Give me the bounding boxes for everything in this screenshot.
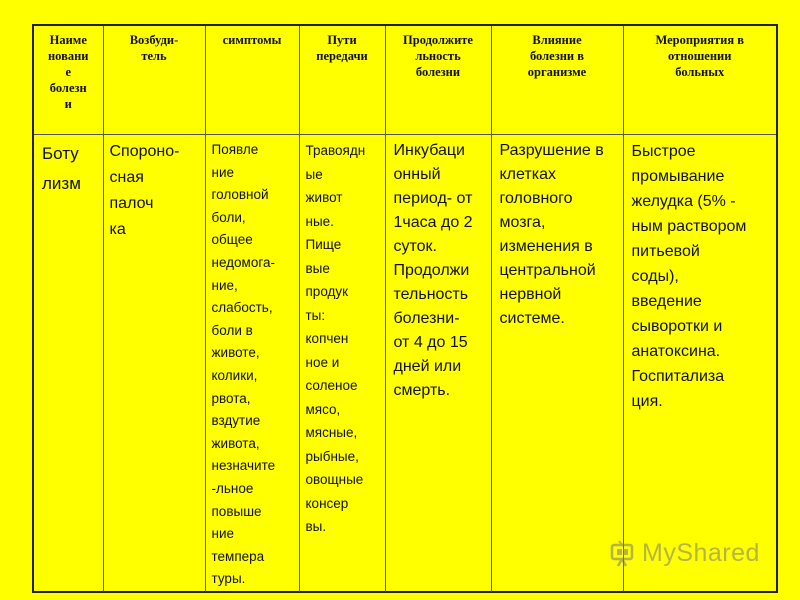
measures-text: Быстрое промывание желудка (5% - ным раствором питьевой соды), введение сыворотки и анатоксина. Госпитализа ция.	[631, 143, 747, 410]
header-transmission: Пути передачи	[299, 25, 385, 135]
cell-effect	[491, 135, 623, 592]
disease-table	[32, 24, 778, 593]
cell-transmission	[299, 135, 385, 592]
header-duration: Продолжите льность болезни	[385, 25, 491, 135]
cell-pathogen	[103, 135, 205, 592]
cell-measures	[623, 135, 777, 592]
disease-name-text: Боту лизм	[42, 144, 81, 193]
pathogen-text: Спороно- сная палоч ка	[109, 143, 180, 238]
myshared-watermark	[608, 538, 760, 568]
header-measures: Мероприятия в отношении больных	[623, 25, 777, 135]
cell-duration	[385, 135, 491, 592]
effect-text: Разрушение в клетках головного мозга, изменения в центральной нервной системе.	[499, 142, 604, 327]
cell-symptoms	[205, 135, 299, 592]
header-pathogen: Возбуди- тель	[103, 25, 205, 135]
duration-text: Инкубаци онный период- от 1часа до 2 суток. Продолжи тельность болезни- от 4 до 15 дней или смерть.	[393, 142, 473, 399]
myshared-logo-icon	[608, 538, 638, 568]
header-symptoms: симптомы	[205, 25, 299, 135]
table-header-row	[33, 25, 777, 135]
header-disease-name: Наиме новани е болезн и	[33, 25, 103, 135]
table-row	[33, 135, 777, 592]
cell-disease-name	[33, 135, 103, 592]
transmission-text: Травоядн ые живот ные. Пище вые продук ты: копчен ное и соленое мясо, мясные, рыбные, овощные консер вы.	[305, 143, 366, 534]
symptoms-text: Появле ние головной боли, общее недомога- ние, слабость, боли в животе, колики, рвота, вздутие живота, незначите -льное повыше ние темпера туры.	[211, 142, 276, 587]
header-effect: Влияние болезни в организме	[491, 25, 623, 135]
watermark-text: MyShared	[642, 538, 760, 567]
